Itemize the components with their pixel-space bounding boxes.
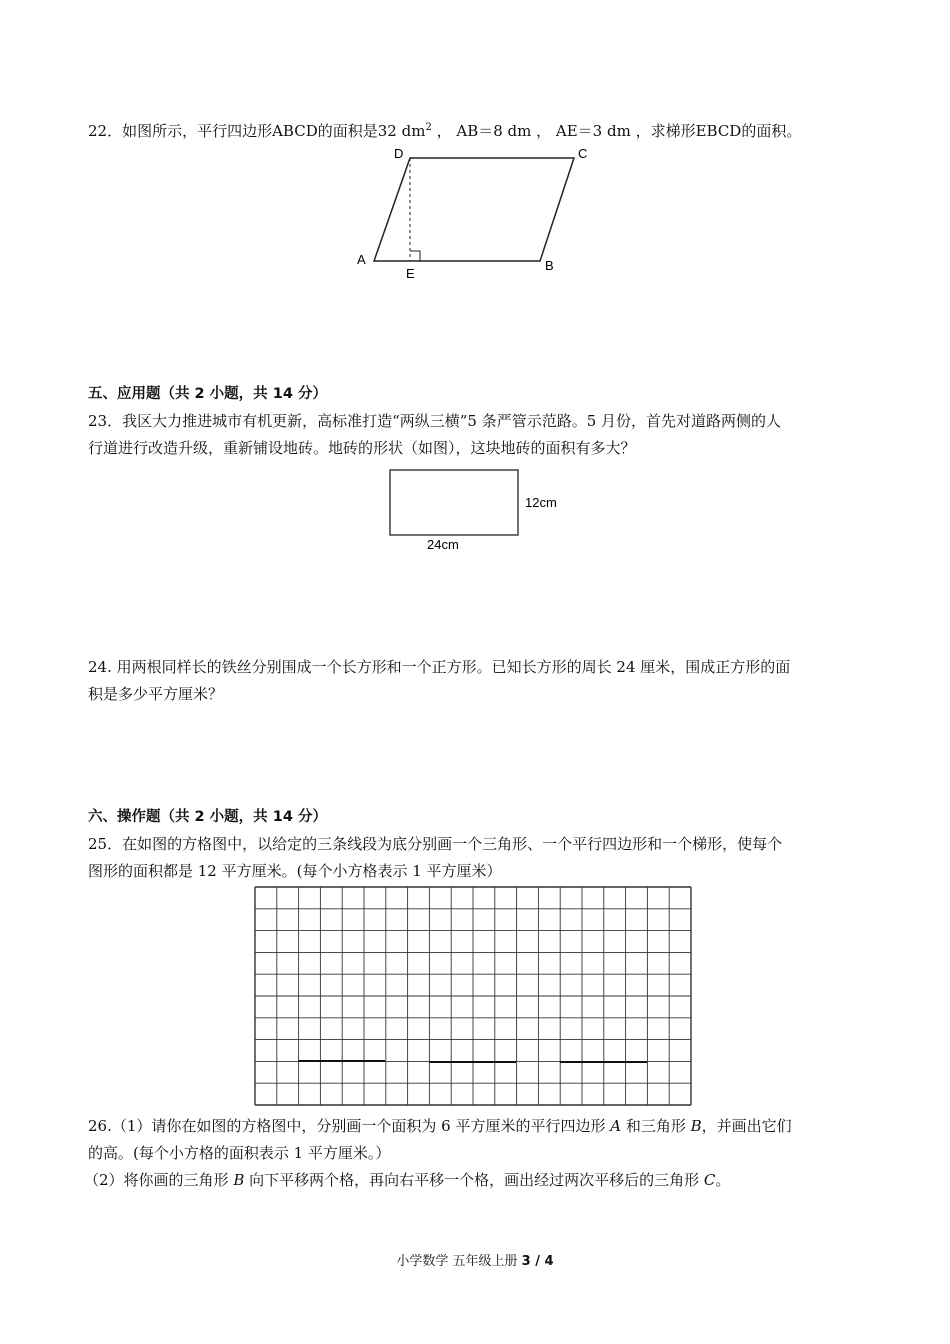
q22-unit: dm — [401, 122, 426, 140]
grid-lines — [255, 887, 691, 1105]
q23-line2: 行道进行改造升级，重新铺设地砖。地砖的形状（如图），这块地砖的面积有多大？ — [88, 439, 636, 457]
tile-rectangle — [390, 470, 518, 535]
right-angle-mark — [410, 251, 420, 261]
var-b: B — [690, 1117, 702, 1135]
tile-width-label: 24cm — [427, 537, 459, 552]
q26-line1: 26.（1）请你在如图的方格图中，分别画一个面积为 6 平方厘米的平行四边形 A 和三角形 B，并画出它们 — [88, 1117, 792, 1135]
var-a: A — [610, 1117, 622, 1135]
section-5-heading: 五、应用题（共 2 小题，共 14 分） — [88, 386, 327, 402]
q24-line1: 24. 用两根同样长的铁丝分别围成一个长方形和一个正方形。已知长方形的周长 24 厘米，围成正方形的面 — [88, 658, 791, 676]
grid-figure — [250, 882, 695, 1107]
q23-line1: 23．我区大力推进城市有机更新，高标准打造“两纵三横”5 条严管示范路。5 月份，首先对道路两侧的人 — [88, 412, 782, 430]
q26-line2: 的高。(每个小方格的面积表示 1 平方厘米。） — [88, 1144, 391, 1162]
q24-line2: 积是多少平方厘米？ — [88, 685, 224, 703]
tile-height-label: 12cm — [525, 495, 557, 510]
q25-line2: 图形的面积都是 12 平方厘米。(每个小方格表示 1 平方厘米） — [88, 862, 502, 880]
label-c: C — [578, 146, 588, 161]
footer-subject: 小学数学 五年级上册 — [396, 1254, 522, 1269]
label-d: D — [394, 146, 404, 161]
q26-line3: （2）将你画的三角形 B 向下平移两个格，再向右平移一个格，画出经过两次平移后的三角形 C。 — [84, 1171, 731, 1189]
page-footer: 小学数学 五年级上册 3 / 4 — [396, 1254, 554, 1269]
footer-total: 4 — [544, 1254, 554, 1269]
label-e: E — [406, 266, 415, 281]
footer-page: 3 — [521, 1254, 531, 1269]
q22-exponent: 2 — [425, 122, 432, 133]
q22-text: 22．如图所示，平行四边形ABCD的面积是32 $dm^2$ ， AB＝8 dm ， AE＝3 dm ，求梯形EBCD的面积。 — [88, 122, 802, 140]
tile-figure — [385, 465, 585, 560]
parallelogram-abcd — [374, 158, 574, 261]
var-c: C — [703, 1171, 716, 1189]
label-b: B — [545, 258, 554, 273]
label-a: A — [357, 252, 366, 267]
var-b-2: B — [233, 1171, 245, 1189]
section-6-heading: 六、操作题（共 2 小题，共 14 分） — [88, 809, 327, 825]
parallelogram-figure — [340, 140, 600, 285]
q25-line1: 25．在如图的方格图中，以给定的三条线段为底分别画一个三角形、一个平行四边形和一个梯形，使每个 — [88, 835, 783, 853]
